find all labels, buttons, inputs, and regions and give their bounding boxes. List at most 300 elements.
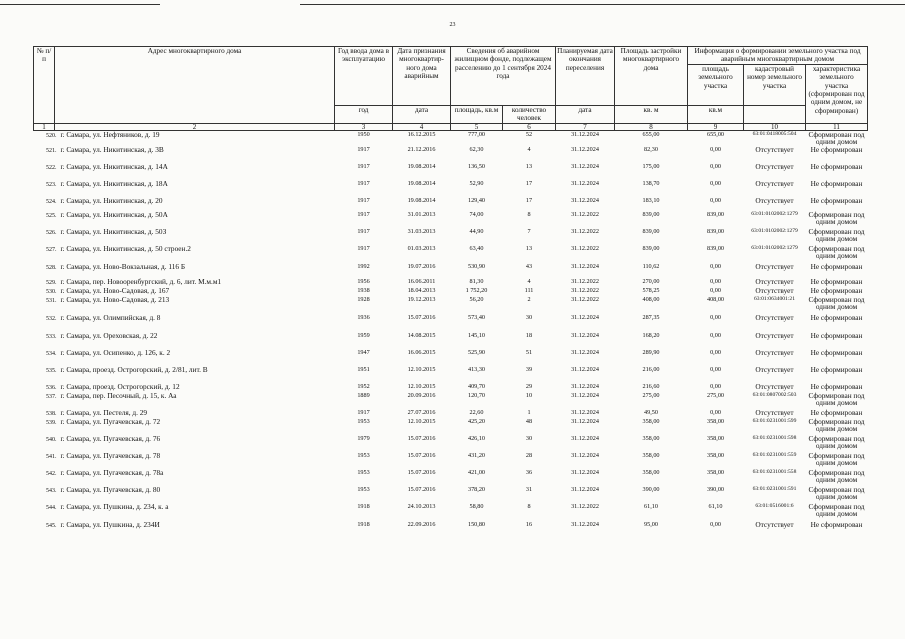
building-area-cell: 49,50 — [644, 408, 658, 416]
building-area-cell: 110,62 — [642, 262, 660, 270]
date-cell: 19.12.2013 — [407, 295, 436, 303]
address-text: г. Самара, ул. Пугачевская, д. 78 — [60, 450, 161, 460]
building-area-cell: 578,25 — [642, 286, 660, 294]
year-cell: 1947 — [357, 348, 370, 356]
planned-date-cell: 31.12.2022 — [571, 277, 599, 285]
planned-date-cell: 31.12.2024 — [571, 408, 599, 416]
year-cell: 1953 — [357, 451, 370, 459]
people-cell: 4 — [527, 277, 531, 285]
year-cell: 1917 — [357, 145, 370, 153]
date-cell: 15.07.2016 — [407, 468, 436, 476]
year-cell: 1979 — [357, 434, 370, 442]
cadastral-cell: 63:01:0102002:1279 — [751, 227, 798, 234]
address-text: г. Самара, ул. Никитинская, д. 50А — [60, 209, 168, 219]
table-header — [34, 47, 868, 131]
cadastral-cell: Отсутствует — [755, 276, 794, 286]
area-cell: 81,30 — [469, 277, 484, 285]
row-number: 545. — [46, 522, 57, 529]
land-status-cell: Не сформирован — [810, 178, 863, 188]
address-cell — [34, 435, 335, 452]
year-cell: 1917 — [357, 244, 370, 252]
year-cell: 1917 — [357, 210, 370, 218]
unit-cadastral-blank — [744, 105, 806, 123]
table-row — [34, 211, 868, 228]
area-cell: 1 752,20 — [465, 286, 488, 294]
year-cell: 1917 — [357, 162, 370, 170]
address-cell — [34, 503, 335, 521]
area-cell: 409,70 — [467, 382, 485, 390]
land-status-cell: Сформирован под одним домом — [808, 450, 865, 468]
row-number: 522. — [46, 164, 57, 171]
address-text: г. Самара, ул. Никитинская, д. 50З — [60, 226, 167, 236]
land-area-cell: 0,00 — [710, 262, 721, 270]
address-text: г. Самара, ул. Никитинская, д. 50 строен.2 — [60, 243, 191, 253]
date-cell: 15.07.2016 — [407, 451, 436, 459]
land-area-cell: 358,00 — [706, 468, 724, 476]
row-number: 530. — [46, 288, 57, 295]
address-text: г. Самара, ул. Ореховская, д. 22 — [60, 330, 158, 340]
year-cell: 1952 — [357, 382, 370, 390]
planned-date-cell: 31.12.2024 — [571, 468, 599, 476]
people-cell: 43 — [525, 262, 533, 270]
header-cadastral: кадастровый номер земельного участка — [744, 64, 806, 105]
col-number: 5 — [451, 123, 503, 130]
table-row — [34, 228, 868, 245]
people-cell: 48 — [525, 417, 533, 425]
address-cell — [34, 486, 335, 503]
row-number: 539. — [46, 419, 57, 426]
cadastral-cell: 63:01:0102002:1279 — [751, 244, 798, 251]
row-number: 520. — [46, 132, 57, 139]
land-status-cell: Сформирован под одним домом — [808, 243, 865, 261]
area-cell: 426,10 — [467, 434, 485, 442]
cadastral-cell: 63:01:0231001:558 — [752, 468, 797, 475]
land-status-cell: Сформирован под одним домом — [808, 294, 865, 312]
row-number: 532. — [46, 315, 57, 322]
land-area-cell: 358,00 — [706, 434, 724, 442]
cadastral-cell: 63:01:0231001:599 — [752, 417, 797, 424]
land-area-cell: 0,00 — [710, 520, 721, 528]
land-status-cell: Не сформирован — [810, 285, 863, 295]
land-status-cell: Сформирован под одним домом — [808, 226, 865, 244]
land-status-cell: Сформирован под одним домом — [808, 484, 865, 502]
land-status-cell: Сформирован под одним домом — [808, 390, 865, 408]
area-cell: 421,00 — [467, 468, 485, 476]
people-cell: 28 — [525, 451, 533, 459]
unit-date2: дата — [556, 105, 615, 123]
building-area-cell: 839,00 — [642, 227, 660, 235]
area-cell: 145,10 — [467, 331, 485, 339]
year-cell: 1918 — [357, 520, 370, 528]
row-number: 524. — [46, 198, 57, 205]
address-text: г. Самара, ул. Пугачевская, д. 80 — [60, 484, 161, 494]
people-cell: 2 — [527, 295, 531, 303]
row-number: 521. — [46, 147, 57, 154]
building-area-cell: 358,00 — [642, 451, 660, 459]
year-cell: 1928 — [357, 295, 370, 303]
year-cell: 1953 — [357, 417, 370, 425]
area-cell: 22,60 — [469, 408, 484, 416]
planned-date-cell: 31.12.2024 — [571, 365, 599, 373]
planned-date-cell: 31.12.2024 — [571, 162, 599, 170]
address-text: г. Самара, ул. Пугачевская, д. 72 — [60, 416, 161, 426]
area-cell: 44,90 — [469, 227, 484, 235]
table-row — [34, 146, 868, 163]
row-number: 531. — [46, 297, 57, 304]
table-row — [34, 314, 868, 332]
col-number: 10 — [744, 123, 806, 130]
planned-date-cell: 31.12.2022 — [571, 286, 599, 294]
planned-date-cell: 31.12.2022 — [571, 210, 599, 218]
land-status-cell: Сформирован под одним домом — [808, 209, 865, 227]
land-area-cell: 0,00 — [710, 286, 721, 294]
table-row — [34, 366, 868, 383]
planned-date-cell: 31.12.2024 — [571, 348, 599, 356]
year-cell: 1956 — [357, 277, 370, 285]
date-cell: 24.10.2013 — [407, 502, 436, 510]
area-cell: 413,30 — [467, 365, 485, 373]
emergency-housing-table — [33, 46, 868, 536]
row-number: 536. — [46, 384, 57, 391]
date-cell: 31.01.2013 — [407, 210, 436, 218]
address-cell — [34, 296, 335, 314]
cadastral-cell: Отсутствует — [755, 347, 794, 357]
area-cell: 431,20 — [467, 451, 485, 459]
date-cell: 31.03.2013 — [407, 227, 436, 235]
header-year-built: Год ввода дома в эксплуатацию — [335, 47, 393, 106]
building-area-cell: 216,00 — [642, 365, 660, 373]
people-cell: 8 — [527, 502, 531, 510]
address-cell — [34, 469, 335, 486]
planned-date-cell: 31.12.2024 — [571, 145, 599, 153]
date-cell: 19.08.2014 — [407, 179, 436, 187]
address-cell — [34, 197, 335, 211]
people-cell: 10 — [525, 391, 533, 399]
header-land-status: характеристика земельного участка (сформирован под одним домом, не сформирован) — [806, 64, 868, 123]
planned-date-cell: 31.12.2024 — [571, 434, 599, 442]
unit-year: год — [335, 105, 393, 123]
planned-date-cell: 31.12.2022 — [571, 502, 599, 510]
year-cell: 1918 — [357, 502, 370, 510]
area-cell: 63,40 — [469, 244, 484, 252]
cadastral-cell: Отсутствует — [755, 161, 794, 171]
table-row — [34, 163, 868, 180]
date-cell: 21.12.2016 — [407, 145, 436, 153]
address-text: г. Самара, пер. Песочный, д. 15, к. Аа — [60, 390, 177, 400]
address-cell — [34, 130, 335, 146]
header-address: Адрес многоквартирного дома — [55, 47, 335, 124]
date-cell: 16.06.2011 — [407, 277, 436, 285]
date-cell: 12.10.2015 — [407, 365, 436, 373]
year-cell: 1950 — [357, 130, 370, 138]
people-cell: 8 — [527, 210, 531, 218]
people-cell: 13 — [525, 244, 533, 252]
cadastral-cell: 63:01:0634001:21 — [753, 295, 796, 302]
header-land-info: Информация о формировании земельного участка под аварийным многоквартирным домом — [688, 47, 868, 65]
area-cell: 58,80 — [469, 502, 484, 510]
header-date-declared: Дата признания многоквартир-ного дома аварийным — [393, 47, 451, 106]
cadastral-cell: 63:01:0807002:503 — [752, 391, 797, 398]
area-cell: 56,20 — [469, 295, 484, 303]
address-cell — [34, 146, 335, 163]
address-text: г. Самара, ул. Нефтяников, д. 19 — [60, 129, 160, 139]
land-area-cell: 839,00 — [706, 244, 724, 252]
planned-date-cell: 31.12.2024 — [571, 520, 599, 528]
cadastral-cell: Отсутствует — [755, 261, 794, 271]
cadastral-cell: 63:01:0418005:504 — [752, 130, 797, 137]
people-cell: 7 — [527, 227, 531, 235]
building-area-cell: 289,90 — [642, 348, 660, 356]
building-area-cell: 390,00 — [642, 485, 660, 493]
area-cell: 52,90 — [469, 179, 484, 187]
building-area-cell: 61,10 — [644, 502, 658, 510]
people-cell: 29 — [525, 382, 533, 390]
people-cell: 51 — [525, 348, 533, 356]
land-status-cell: Не сформирован — [810, 347, 863, 357]
col-number: 7 — [556, 123, 615, 130]
area-cell: 573,40 — [467, 313, 485, 321]
address-cell — [34, 245, 335, 263]
land-status-cell: Сформирован под одним домом — [808, 416, 865, 434]
date-cell: 16.12.2015 — [407, 130, 436, 138]
year-cell: 1938 — [357, 286, 370, 294]
building-area-cell: 95,00 — [644, 520, 658, 528]
area-cell: 530,90 — [467, 262, 485, 270]
table-row — [34, 418, 868, 435]
table-row — [34, 349, 868, 366]
address-text: г. Самара, ул. Никитинская, д. 20 — [60, 195, 163, 205]
area-cell: 62,30 — [469, 145, 484, 153]
date-cell: 16.06.2015 — [407, 348, 436, 356]
header-resettle-info: Сведения об аварийном жилищном фонде, подлежащем расселению до 1 сентября 2024 года — [451, 47, 556, 106]
land-area-cell: 61,10 — [708, 502, 723, 510]
row-number: 533. — [46, 333, 57, 340]
planned-date-cell: 31.12.2022 — [571, 227, 599, 235]
land-status-cell: Не сформирован — [810, 312, 863, 322]
year-cell: 1959 — [357, 331, 370, 339]
land-area-cell: 839,00 — [706, 227, 724, 235]
address-cell — [34, 332, 335, 349]
date-cell: 19.07.2016 — [407, 262, 436, 270]
building-area-cell: 358,00 — [642, 434, 660, 442]
people-cell: 31 — [525, 485, 533, 493]
address-cell — [34, 180, 335, 197]
header-land-area: площадь земельного участка — [688, 64, 744, 105]
area-cell: 150,80 — [467, 520, 485, 528]
row-number: 527. — [46, 246, 57, 253]
cadastral-cell: Отсутствует — [755, 195, 794, 205]
land-status-cell: Сформирован под одним домом — [808, 467, 865, 485]
cadastral-cell: Отсутствует — [755, 381, 794, 391]
table-body — [34, 130, 868, 536]
table-row — [34, 332, 868, 349]
date-cell: 14.08.2015 — [407, 331, 436, 339]
row-number: 525. — [46, 212, 57, 219]
date-cell: 18.04.2013 — [407, 286, 436, 294]
planned-date-cell: 31.12.2024 — [571, 313, 599, 321]
date-cell: 12.10.2015 — [407, 382, 436, 390]
area-cell: 425,20 — [467, 417, 485, 425]
building-area-cell: 138,70 — [642, 179, 660, 187]
land-area-cell: 0,00 — [710, 179, 721, 187]
building-area-cell: 168,20 — [642, 331, 660, 339]
address-text: г. Самара, пер. Новооренбургский, д. 6, лит. М.м.м1 — [60, 276, 222, 286]
planned-date-cell: 31.12.2024 — [571, 417, 599, 425]
row-number: 523. — [46, 181, 57, 188]
building-area-cell: 655,00 — [642, 130, 660, 138]
top-border-left — [0, 4, 160, 5]
cadastral-cell: Отсутствует — [755, 364, 794, 374]
land-status-cell: Сформирован под одним домом — [808, 433, 865, 451]
area-cell: 74,00 — [469, 210, 484, 218]
people-cell: 16 — [525, 520, 533, 528]
people-cell: 17 — [525, 179, 533, 187]
row-number: 528. — [46, 264, 57, 271]
land-status-cell: Не сформирован — [810, 144, 863, 154]
address-text: г. Самара, ул. Ново-Садовая, д. 213 — [60, 294, 170, 304]
cadastral-cell: 63:01:0516001:6 — [755, 502, 794, 509]
cadastral-cell: 63:01:0231001:559 — [752, 451, 797, 458]
row-number: 534. — [46, 350, 57, 357]
cadastral-cell: 63:01:0231001:598 — [752, 434, 797, 441]
header-num: № п/п — [34, 47, 55, 124]
address-cell — [34, 211, 335, 228]
date-cell: 15.07.2016 — [407, 485, 436, 493]
address-cell — [34, 366, 335, 383]
address-text: г. Самара, ул. Никитинская, д. 3В — [60, 144, 164, 154]
row-number: 543. — [46, 487, 57, 494]
row-number: 540. — [46, 436, 57, 443]
date-cell: 22.09.2016 — [407, 520, 436, 528]
land-status-cell: Сформирован под одним домом — [808, 129, 865, 147]
building-area-cell: 839,00 — [642, 244, 660, 252]
col-number: 2 — [55, 123, 335, 130]
date-cell: 15.07.2016 — [407, 313, 436, 321]
row-number: 544. — [46, 504, 57, 511]
table-row — [34, 486, 868, 503]
area-cell: 777,00 — [467, 130, 485, 138]
table-row — [34, 197, 868, 211]
address-text: г. Самара, ул. Пушкина, д. 234И — [60, 519, 160, 529]
land-area-cell: 390,00 — [706, 485, 724, 493]
building-area-cell: 275,00 — [642, 391, 660, 399]
year-cell: 1917 — [357, 408, 370, 416]
table-row — [34, 245, 868, 263]
unit-sqm2: кв.м — [688, 105, 744, 123]
table-row — [34, 263, 868, 278]
building-area-cell: 216,60 — [642, 382, 660, 390]
row-number: 537. — [46, 393, 57, 400]
row-number: 529. — [46, 279, 57, 286]
table-row — [34, 435, 868, 452]
top-border-right — [300, 4, 905, 5]
year-cell: 1917 — [357, 179, 370, 187]
people-cell: 36 — [525, 468, 533, 476]
unit-sqm: кв. м — [615, 105, 688, 123]
planned-date-cell: 31.12.2024 — [571, 179, 599, 187]
land-area-cell: 275,00 — [706, 391, 724, 399]
people-cell: 4 — [527, 145, 531, 153]
cadastral-cell: Отсутствует — [755, 407, 794, 417]
cadastral-cell: 63:01:0102002:1279 — [751, 210, 798, 217]
col-number: 3 — [335, 123, 393, 130]
year-cell: 1889 — [357, 391, 370, 399]
year-cell: 1953 — [357, 485, 370, 493]
header-planned-date: Планируемая дата окончания переселения — [556, 47, 615, 106]
year-cell: 1951 — [357, 365, 370, 373]
land-status-cell: Сформирован под одним домом — [808, 501, 865, 519]
table-row — [34, 392, 868, 409]
page-number: 23 — [449, 22, 456, 28]
land-area-cell: 0,00 — [710, 313, 721, 321]
address-cell — [34, 228, 335, 245]
people-cell: 17 — [525, 196, 533, 204]
land-status-cell: Не сформирован — [810, 407, 863, 417]
land-area-cell: 0,00 — [710, 277, 721, 285]
row-number: 542. — [46, 470, 57, 477]
planned-date-cell: 31.12.2024 — [571, 196, 599, 204]
year-cell: 1992 — [357, 262, 370, 270]
unit-people: количество человек — [503, 105, 556, 123]
building-area-cell: 408,00 — [642, 295, 660, 303]
date-cell: 12.10.2015 — [407, 417, 436, 425]
planned-date-cell: 31.12.2024 — [571, 451, 599, 459]
table-row — [34, 503, 868, 521]
address-text: г. Самара, ул. Пугачевская, д. 76 — [60, 433, 161, 443]
address-text: г. Самара, ул. Пушкина, д. 234, к. а — [60, 501, 169, 511]
col-number: 6 — [503, 123, 556, 130]
address-text: г. Самара, ул. Ново-Вокзальная, д. 116 Б — [60, 261, 186, 271]
people-cell: 111 — [524, 286, 534, 294]
land-area-cell: 0,00 — [710, 382, 721, 390]
area-cell: 120,70 — [467, 391, 485, 399]
people-cell: 30 — [525, 434, 533, 442]
land-area-cell: 0,00 — [710, 408, 721, 416]
address-cell — [34, 521, 335, 536]
cadastral-cell: 63:01:0231001:591 — [752, 485, 797, 492]
address-cell — [34, 349, 335, 366]
land-status-cell: Не сформирован — [810, 276, 863, 286]
land-status-cell: Не сформирован — [810, 330, 863, 340]
planned-date-cell: 31.12.2022 — [571, 244, 599, 252]
year-cell: 1917 — [357, 227, 370, 235]
table-row — [34, 469, 868, 486]
area-cell: 129,40 — [467, 196, 485, 204]
land-status-cell: Не сформирован — [810, 161, 863, 171]
table-row — [34, 521, 868, 536]
people-cell: 52 — [525, 130, 533, 138]
planned-date-cell: 31.12.2024 — [571, 331, 599, 339]
land-area-cell: 0,00 — [710, 196, 721, 204]
land-area-cell: 358,00 — [706, 451, 724, 459]
address-text: г. Самара, ул. Пугачевская, д. 78а — [60, 467, 164, 477]
date-cell: 20.09.2016 — [407, 391, 436, 399]
land-status-cell: Не сформирован — [810, 261, 863, 271]
col-number: 9 — [688, 123, 744, 130]
unit-date: дата — [393, 105, 451, 123]
building-area-cell: 287,35 — [642, 313, 660, 321]
building-area-cell: 270,00 — [642, 277, 660, 285]
people-cell: 30 — [525, 313, 533, 321]
address-text: г. Самара, ул. Никитинская, д. 18А — [60, 178, 168, 188]
people-cell: 13 — [525, 162, 533, 170]
cadastral-cell: Отсутствует — [755, 519, 794, 529]
unit-area: площадь, кв.м — [451, 105, 503, 123]
people-cell: 1 — [527, 408, 531, 416]
land-area-cell: 0,00 — [710, 348, 721, 356]
planned-date-cell: 31.12.2024 — [571, 391, 599, 399]
cadastral-cell: Отсутствует — [755, 144, 794, 154]
